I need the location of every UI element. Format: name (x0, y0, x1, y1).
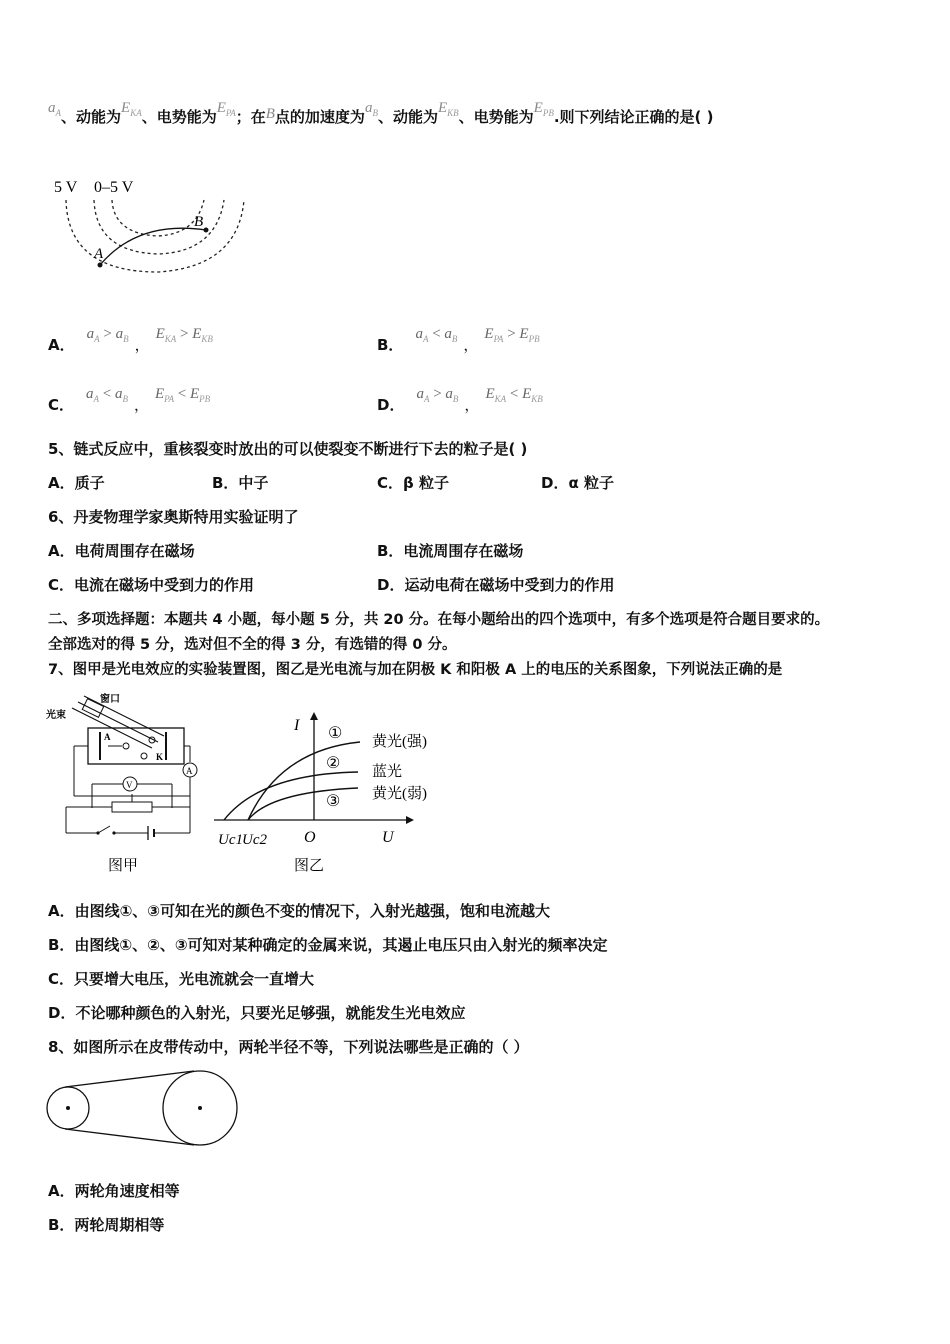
belt-bottom (65, 1129, 194, 1145)
legend-yellow-weak: 黄光(弱) (372, 786, 427, 802)
var-a-A: $a_A$ (48, 100, 61, 118)
electron (123, 743, 129, 749)
label-uc1: Uc1 (218, 832, 243, 848)
vacuum-tube (88, 728, 184, 764)
rheostat (112, 802, 152, 812)
label-0-5v: 0–5 V (94, 179, 134, 196)
label-beam: 光束 (46, 710, 66, 721)
var-E-KB: $E_{KB}$ (437, 100, 459, 118)
q7-option-c[interactable]: C．只要增大电压，光电流就会一直增大 (48, 970, 315, 988)
var-B: B (265, 106, 275, 122)
q7-figure-apparatus (44, 688, 204, 878)
label-uc2: Uc2 (242, 832, 267, 848)
label-voltmeter: V (126, 780, 133, 790)
curve-marker-3: ③ (326, 793, 341, 810)
point-b-dot (204, 228, 209, 233)
large-wheel-center (198, 1106, 202, 1110)
axis-label-u: U (382, 829, 394, 846)
var-E-PA: $E_{PA}$ (216, 100, 236, 118)
q8-option-b[interactable]: B．两轮周期相等 (48, 1216, 165, 1234)
belt-top (65, 1071, 194, 1087)
electron (141, 753, 147, 759)
q7-figure-iu-graph (210, 710, 450, 880)
label-cathode: K (156, 752, 164, 762)
q6-option-c[interactable]: C．电流在磁场中受到力的作用 (48, 576, 255, 594)
var-E-PB: $E_{PB}$ (533, 100, 554, 118)
q8-belt-drive-figure (44, 1066, 244, 1156)
label-ammeter: A (186, 766, 193, 776)
q5-option-d[interactable]: D．α 粒子 (541, 474, 614, 492)
q7-option-b[interactable]: B．由图线①、②、③可知对某种确定的金属来说，其遏止电压只由入射光的频率决定 (48, 936, 608, 954)
q6-stem: 6、丹麦物理学家奥斯特用实验证明了 (48, 508, 299, 526)
curve-yellow-strong (248, 742, 360, 820)
switch-contact (96, 831, 99, 834)
small-wheel-center (66, 1106, 70, 1110)
q4-stem: $a_A$、动能为$E_{KA}$、电势能为$E_{PA}$；在B点的加速度为$a_B$、动能为$E_{KB}$、电势能为$E_{PB}$.则下列结论正确的是( ) (48, 100, 714, 126)
q5-option-a[interactable]: A．质子 (48, 474, 105, 492)
section2-heading-line1: 二、多项选择题：本题共 4 小题，每小题 5 分，共 20 分。在每小题给出的四个选项中，有多个选项是符合题目要求的。 (48, 612, 830, 628)
q4-option-d[interactable]: D．$a_A > a_B$ ，$E_{KA} < E_{KB}$ (377, 386, 543, 414)
axis-label-i: I (294, 717, 300, 734)
point-a-label: A (94, 246, 104, 262)
label-window: 窗口 (100, 694, 120, 705)
point-a-dot (98, 263, 103, 268)
origin-label: O (304, 829, 316, 846)
legend-yellow-strong: 黄光(强) (372, 734, 427, 750)
var-a-B: $a_B$ (364, 100, 378, 118)
q8-stem: 8、如图所示在皮带传动中，两轮半径不等，下列说法哪些是正确的（ ） (48, 1038, 529, 1056)
q7-option-a[interactable]: A．由图线①、③可知在光的颜色不变的情况下，入射光越强，饱和电流越大 (48, 902, 551, 920)
legend-blue: 蓝光 (372, 764, 403, 780)
light-ray (78, 702, 158, 742)
y-axis-arrow (310, 712, 318, 720)
q6-option-b[interactable]: B．电流周围存在磁场 (377, 542, 524, 560)
q5-stem: 5、链式反应中，重核裂变时放出的可以使裂变不断进行下去的粒子是( ) (48, 440, 528, 458)
point-b-label: B (194, 214, 204, 230)
q7-option-d[interactable]: D．不论哪种颜色的入射光，只要光足够强，就能发生光电效应 (48, 1004, 466, 1022)
q6-option-a[interactable]: A．电荷周围存在磁场 (48, 542, 195, 560)
q7-stem: 7、图甲是光电效应的实验装置图，图乙是光电流与加在阴极 K 和阳极 A 上的电压的关系图象，下列说法正确的是 (48, 662, 783, 678)
q4-equipotential-figure (48, 172, 258, 282)
q6-option-d[interactable]: D．运动电荷在磁场中受到力的作用 (377, 576, 615, 594)
switch (98, 826, 110, 833)
caption-fig-yi: 图乙 (294, 858, 325, 874)
q4-option-a[interactable]: A．$a_A > a_B$ ，$E_{KA} > E_{KB}$ (48, 326, 213, 354)
section2-heading-line2: 全部选对的得 5 分，选对但不全的得 3 分，有选错的得 0 分。 (48, 637, 457, 653)
q5-option-b[interactable]: B．中子 (212, 474, 269, 492)
particle-trajectory (100, 228, 206, 265)
label-5v: 5 V (54, 179, 78, 196)
var-E-KA: $E_{KA}$ (121, 100, 142, 118)
q5-option-c[interactable]: C．β 粒子 (377, 474, 449, 492)
caption-fig-jia: 图甲 (108, 858, 139, 874)
q4-option-c[interactable]: C．$a_A < a_B$ ，$E_{PA} < E_{PB}$ (48, 386, 211, 414)
x-axis-arrow (406, 816, 414, 824)
curve-marker-2: ② (326, 755, 341, 772)
q8-option-a[interactable]: A．两轮角速度相等 (48, 1182, 180, 1200)
label-anode: A (104, 732, 111, 742)
curve-marker-1: ① (328, 725, 343, 742)
q4-option-b[interactable]: B．$a_A < a_B$ ，$E_{PA} > E_{PB}$ (377, 326, 540, 354)
